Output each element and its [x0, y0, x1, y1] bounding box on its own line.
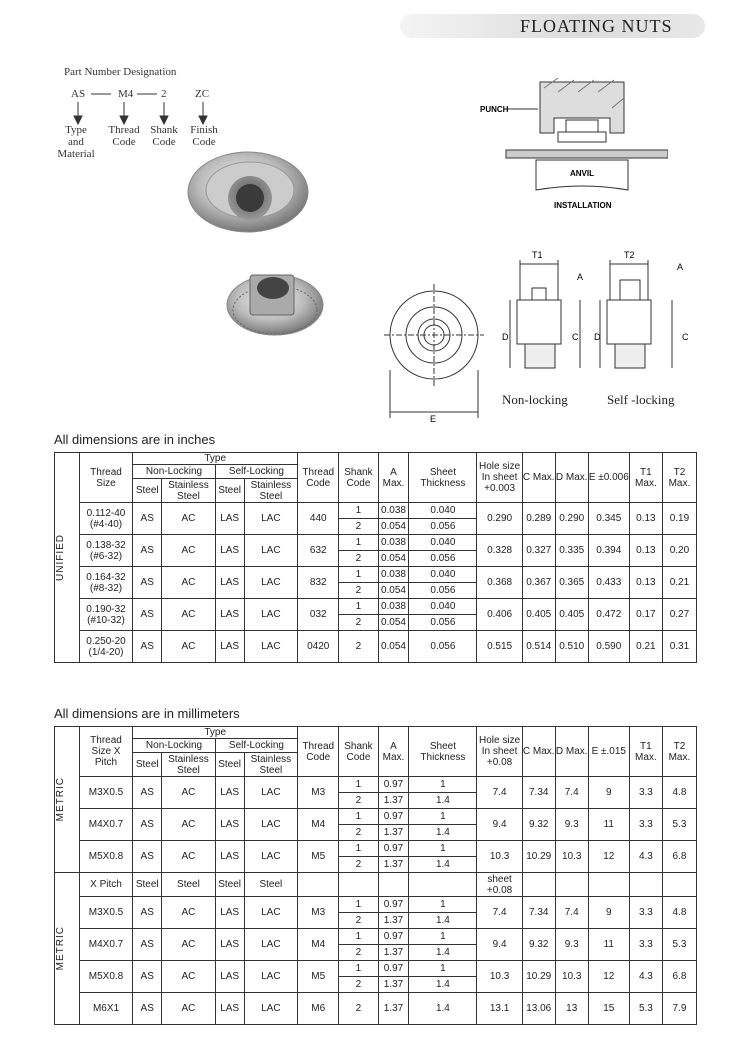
shank-code-cell: 2	[339, 857, 378, 873]
d-max-cell: 0.510	[555, 631, 588, 663]
non-locking-stainless-cell: AC	[162, 841, 216, 873]
hole-size-cell: 13.1	[477, 993, 522, 1025]
dim-a-label: A	[577, 272, 584, 282]
hole-size-cell: 10.3	[477, 961, 522, 993]
dim-a2-label: A	[677, 262, 684, 272]
shank-code-cell: 2	[339, 615, 378, 631]
sheet-thickness-cell: 1.4	[409, 945, 477, 961]
self-locking-steel-cell: LAS	[215, 809, 244, 841]
thread-code-cell: M4	[298, 809, 339, 841]
a-max-cell: 0.038	[378, 503, 409, 519]
header-steel: Steel	[133, 753, 162, 777]
sheet-thickness-cell: 0.056	[409, 615, 477, 631]
hole-size-cell: 0.406	[477, 599, 522, 631]
non-locking-steel-cell: AS	[133, 599, 162, 631]
header-type: Type	[133, 727, 298, 739]
dim-t1-label: T1	[532, 250, 543, 260]
sheet-thickness-cell: 0.040	[409, 535, 477, 551]
self-locking-steel-cell: LAS	[215, 567, 244, 599]
sheet-thickness-cell: 1.4	[409, 857, 477, 873]
non-locking-stainless-cell: AC	[162, 929, 216, 961]
header-thread-code: Thread Code	[298, 727, 339, 777]
sheet-thickness-cell: 1.4	[409, 793, 477, 809]
sheet-thickness-cell: 1.4	[409, 977, 477, 993]
overlap-empty	[555, 873, 588, 897]
shank-code-cell: 2	[339, 945, 378, 961]
c-max-cell: 13.06	[522, 993, 555, 1025]
e-cell: 9	[588, 777, 629, 809]
c-max-cell: 0.289	[522, 503, 555, 535]
installation-label: INSTALLATION	[554, 201, 612, 210]
shank-code-cell: 1	[339, 961, 378, 977]
a-max-cell: 0.054	[378, 631, 409, 663]
t2-max-cell: 6.8	[662, 961, 696, 993]
thread-code-cell: 440	[298, 503, 339, 535]
e-cell: 9	[588, 897, 629, 929]
header-t1: T1 Max.	[629, 453, 662, 503]
c-max-cell: 0.327	[522, 535, 555, 567]
overlap-steel: Steel	[133, 873, 162, 897]
thread-size-cell: M5X0.8	[79, 961, 133, 993]
header-t2: T2 Max.	[662, 453, 696, 503]
header-steel: Steel	[215, 753, 244, 777]
header-stainless: Stainless Steel	[244, 753, 298, 777]
t1-max-cell: 3.3	[629, 897, 662, 929]
group-label: UNIFIED	[55, 534, 66, 581]
e-cell: 12	[588, 841, 629, 873]
sheet-thickness-cell: 1.4	[409, 825, 477, 841]
group-label-cell-2	[55, 873, 80, 1025]
e-cell: 0.590	[588, 631, 629, 663]
thread-code-cell: M5	[298, 841, 339, 873]
non-locking-steel-cell: AS	[133, 567, 162, 599]
c-max-cell: 10.29	[522, 841, 555, 873]
non-locking-steel-cell: AS	[133, 631, 162, 663]
d-max-cell: 0.405	[555, 599, 588, 631]
dim-c2-label: C	[682, 332, 689, 342]
non-locking-stainless-cell: AC	[162, 809, 216, 841]
non-locking-stainless-cell: AC	[162, 993, 216, 1025]
thread-size-cell: 0.138-32 (#6-32)	[79, 535, 133, 567]
shank-code-cell: 1	[339, 535, 378, 551]
t2-max-cell: 4.8	[662, 777, 696, 809]
header-hole: Hole size In sheet +0.08	[477, 727, 522, 777]
self-locking-caption: Self -locking	[607, 392, 675, 407]
c-max-cell: 10.29	[522, 961, 555, 993]
a-max-cell: 0.97	[378, 897, 409, 913]
t2-max-cell: 0.31	[662, 631, 696, 663]
header-d: D Max.	[555, 727, 588, 777]
non-locking-steel-cell: AS	[133, 897, 162, 929]
c-max-cell: 9.32	[522, 809, 555, 841]
header-steel: Steel	[133, 479, 162, 503]
overlap-empty	[339, 873, 378, 897]
d-max-cell: 0.290	[555, 503, 588, 535]
non-locking-stainless-cell: AC	[162, 503, 216, 535]
t1-max-cell: 3.3	[629, 809, 662, 841]
self-locking-stainless-cell: LAC	[244, 897, 298, 929]
self-locking-stainless-cell: LAC	[244, 777, 298, 809]
shank-code-cell: 2	[339, 993, 378, 1025]
non-locking-caption: Non-locking	[502, 392, 568, 407]
d-max-cell: 10.3	[555, 961, 588, 993]
a-max-cell: 1.37	[378, 977, 409, 993]
non-locking-stainless-cell: AC	[162, 599, 216, 631]
mm-spec-table	[54, 726, 697, 1025]
self-locking-steel-cell: LAS	[215, 599, 244, 631]
a-max-cell: 0.038	[378, 599, 409, 615]
shank-code-cell: 1	[339, 929, 378, 945]
header-a: A Max.	[378, 453, 409, 503]
header-stainless: Stainless Steel	[162, 479, 216, 503]
thread-size-cell: M3X0.5	[79, 777, 133, 809]
thread-code-cell: 632	[298, 535, 339, 567]
hole-size-cell: 9.4	[477, 809, 522, 841]
t1-max-cell: 0.21	[629, 631, 662, 663]
self-locking-steel-cell: LAS	[215, 631, 244, 663]
shank-code-cell: 1	[339, 503, 378, 519]
code-type: AS	[71, 88, 86, 100]
hole-size-cell: 10.3	[477, 841, 522, 873]
group-label-cell	[55, 453, 80, 663]
overlap-empty	[409, 873, 477, 897]
designation-arrows	[54, 66, 224, 126]
a-max-cell: 0.97	[378, 809, 409, 825]
hole-size-cell: 7.4	[477, 777, 522, 809]
self-locking-stainless-cell: LAC	[244, 809, 298, 841]
header-sheet: Sheet Thickness	[409, 453, 477, 503]
header-shank-code: Shank Code	[339, 453, 378, 503]
d-max-cell: 13	[555, 993, 588, 1025]
thread-code-cell: M3	[298, 897, 339, 929]
label-finish-code: Finish Code	[190, 124, 218, 148]
c-max-cell: 7.34	[522, 897, 555, 929]
sheet-thickness-cell: 0.040	[409, 599, 477, 615]
shank-code-cell: 2	[339, 793, 378, 809]
t1-max-cell: 0.13	[629, 567, 662, 599]
inch-section-label: All dimensions are in inches	[54, 432, 216, 447]
header-d: D Max.	[555, 453, 588, 503]
sheet-thickness-cell: 0.056	[409, 519, 477, 535]
thread-size-cell: M3X0.5	[79, 897, 133, 929]
e-cell: 0.433	[588, 567, 629, 599]
self-locking-steel-cell: LAS	[215, 503, 244, 535]
header-stainless: Stainless Steel	[244, 479, 298, 503]
sheet-thickness-cell: 1.4	[409, 993, 477, 1025]
d-max-cell: 9.3	[555, 929, 588, 961]
e-cell: 0.345	[588, 503, 629, 535]
header-thread-code: Thread Code	[298, 453, 339, 503]
sheet-thickness-cell: 1	[409, 897, 477, 913]
sheet-thickness-cell: 0.056	[409, 551, 477, 567]
header-non-locking: Non-Locking	[133, 465, 215, 479]
overlap-empty	[629, 873, 662, 897]
overlap-pitch: X Pitch	[79, 873, 133, 897]
header-t2: T2 Max.	[662, 727, 696, 777]
header-type: Type	[133, 453, 298, 465]
self-locking-steel-cell: LAS	[215, 993, 244, 1025]
self-locking-steel-cell: LAS	[215, 897, 244, 929]
sheet-thickness-cell: 1	[409, 961, 477, 977]
t2-max-cell: 0.19	[662, 503, 696, 535]
a-max-cell: 0.054	[378, 615, 409, 631]
thread-code-cell: M3	[298, 777, 339, 809]
product-photo	[185, 150, 360, 350]
dim-e-label: E	[430, 414, 437, 424]
shank-code-cell: 2	[339, 519, 378, 535]
self-locking-stainless-cell: LAC	[244, 535, 298, 567]
header-thread-size: Thread Size X Pitch	[79, 727, 133, 777]
c-max-cell: 0.514	[522, 631, 555, 663]
t1-max-cell: 0.17	[629, 599, 662, 631]
sheet-thickness-cell: 0.056	[409, 631, 477, 663]
non-locking-stainless-cell: AC	[162, 961, 216, 993]
overlap-empty	[662, 873, 696, 897]
t1-max-cell: 3.3	[629, 777, 662, 809]
sheet-thickness-cell: 1	[409, 809, 477, 825]
t1-max-cell: 4.3	[629, 961, 662, 993]
e-cell: 12	[588, 961, 629, 993]
mm-section-label: All dimensions are in millimeters	[54, 706, 240, 721]
self-locking-stainless-cell: LAC	[244, 929, 298, 961]
t2-max-cell: 4.8	[662, 897, 696, 929]
label-shank-code: Shank Code	[150, 124, 178, 148]
non-locking-steel-cell: AS	[133, 777, 162, 809]
shank-code-cell: 1	[339, 567, 378, 583]
hole-size-cell: 7.4	[477, 897, 522, 929]
thread-code-cell: M4	[298, 929, 339, 961]
non-locking-steel-cell: AS	[133, 503, 162, 535]
c-max-cell: 0.367	[522, 567, 555, 599]
hole-size-cell: 0.290	[477, 503, 522, 535]
installation-diagram	[478, 78, 668, 218]
label-type-material: Type and Material	[57, 124, 95, 160]
t2-max-cell: 6.8	[662, 841, 696, 873]
sheet-thickness-cell: 1	[409, 777, 477, 793]
thread-size-cell: M4X0.7	[79, 929, 133, 961]
t1-max-cell: 3.3	[629, 929, 662, 961]
d-max-cell: 0.365	[555, 567, 588, 599]
t1-max-cell: 0.13	[629, 535, 662, 567]
shank-code-cell: 2	[339, 551, 378, 567]
non-locking-steel-cell: AS	[133, 993, 162, 1025]
c-max-cell: 0.405	[522, 599, 555, 631]
a-max-cell: 1.37	[378, 993, 409, 1025]
thread-code-cell: 032	[298, 599, 339, 631]
header-self-locking: Self-Locking	[215, 465, 297, 479]
d-max-cell: 10.3	[555, 841, 588, 873]
non-locking-steel-cell: AS	[133, 961, 162, 993]
c-max-cell: 7.34	[522, 777, 555, 809]
a-max-cell: 0.038	[378, 535, 409, 551]
thread-code-cell: M5	[298, 961, 339, 993]
shank-code-cell: 1	[339, 599, 378, 615]
group-label-cell	[55, 727, 80, 873]
non-locking-steel-cell: AS	[133, 809, 162, 841]
non-locking-stainless-cell: AC	[162, 777, 216, 809]
thread-size-cell: 0.112-40 (#4-40)	[79, 503, 133, 535]
self-locking-steel-cell: LAS	[215, 961, 244, 993]
non-locking-stainless-cell: AC	[162, 535, 216, 567]
hole-size-cell: 9.4	[477, 929, 522, 961]
overlap-empty	[378, 873, 409, 897]
t1-max-cell: 5.3	[629, 993, 662, 1025]
self-locking-steel-cell: LAS	[215, 841, 244, 873]
t1-max-cell: 0.13	[629, 503, 662, 535]
header-thread-size: Thread Size	[79, 453, 133, 503]
thread-code-cell: M6	[298, 993, 339, 1025]
label-thread-code: Thread Code	[108, 124, 140, 148]
shank-code-cell: 1	[339, 841, 378, 857]
e-cell: 15	[588, 993, 629, 1025]
punch-label: PUNCH	[480, 105, 509, 114]
header-e: E ±.015	[588, 727, 629, 777]
shank-code-cell: 1	[339, 809, 378, 825]
thread-size-cell: M6X1	[79, 993, 133, 1025]
t2-max-cell: 0.21	[662, 567, 696, 599]
overlap-steel: Steel	[215, 873, 244, 897]
self-locking-steel-cell: LAS	[215, 535, 244, 567]
sheet-thickness-cell: 0.040	[409, 567, 477, 583]
d-max-cell: 7.4	[555, 897, 588, 929]
header-sheet: Sheet Thickness	[409, 727, 477, 777]
header-steel: Steel	[215, 479, 244, 503]
anvil-label: ANVIL	[570, 169, 594, 178]
hole-size-cell: 0.515	[477, 631, 522, 663]
t2-max-cell: 5.3	[662, 929, 696, 961]
inch-spec-table	[54, 452, 697, 663]
header-shank-code: Shank Code	[339, 727, 378, 777]
self-locking-stainless-cell: LAC	[244, 503, 298, 535]
shank-code-cell: 2	[339, 631, 378, 663]
thread-size-cell: M4X0.7	[79, 809, 133, 841]
self-locking-stainless-cell: LAC	[244, 841, 298, 873]
code-thread: M4	[118, 88, 134, 100]
e-cell: 11	[588, 929, 629, 961]
header-t1: T1 Max.	[629, 727, 662, 777]
non-locking-stainless-cell: AC	[162, 567, 216, 599]
non-locking-stainless-cell: AC	[162, 631, 216, 663]
code-finish: ZC	[195, 88, 210, 100]
page-title: FLOATING NUTS	[520, 16, 673, 36]
thread-size-cell: M5X0.8	[79, 841, 133, 873]
code-shank: 2	[161, 88, 167, 100]
a-max-cell: 0.97	[378, 841, 409, 857]
self-locking-stainless-cell: LAC	[244, 631, 298, 663]
overlap-stainless: Steel	[244, 873, 298, 897]
overlap-empty	[522, 873, 555, 897]
c-max-cell: 9.32	[522, 929, 555, 961]
d-max-cell: 9.3	[555, 809, 588, 841]
self-locking-stainless-cell: LAC	[244, 567, 298, 599]
header-self-locking: Self-Locking	[215, 739, 297, 753]
thread-code-cell: 832	[298, 567, 339, 599]
overlap-empty	[298, 873, 339, 897]
group-label: METRIC	[55, 926, 66, 971]
sheet-thickness-cell: 1	[409, 929, 477, 945]
a-max-cell: 0.97	[378, 777, 409, 793]
overlap-empty	[588, 873, 629, 897]
group-label: METRIC	[55, 777, 66, 822]
sheet-thickness-cell: 0.040	[409, 503, 477, 519]
dim-d2-label: D	[594, 332, 601, 342]
dim-t2-label: T2	[624, 250, 635, 260]
sheet-thickness-cell: 1	[409, 841, 477, 857]
e-cell: 0.472	[588, 599, 629, 631]
t2-max-cell: 0.20	[662, 535, 696, 567]
shank-code-cell: 2	[339, 583, 378, 599]
header-c: C Max.	[522, 727, 555, 777]
header-e: E ±0.006	[588, 453, 629, 503]
dim-c-label: C	[572, 332, 579, 342]
e-cell: 0.394	[588, 535, 629, 567]
a-max-cell: 1.37	[378, 825, 409, 841]
header-c: C Max.	[522, 453, 555, 503]
a-max-cell: 0.97	[378, 961, 409, 977]
a-max-cell: 1.37	[378, 857, 409, 873]
a-max-cell: 0.054	[378, 551, 409, 567]
overlap-sheet: sheet +0.08	[477, 873, 522, 897]
shank-code-cell: 1	[339, 777, 378, 793]
sheet-thickness-cell: 1.4	[409, 913, 477, 929]
thread-size-cell: 0.250-20 (1/4-20)	[79, 631, 133, 663]
header-non-locking: Non-Locking	[133, 739, 215, 753]
thread-code-cell: 0420	[298, 631, 339, 663]
hole-size-cell: 0.328	[477, 535, 522, 567]
a-max-cell: 0.038	[378, 567, 409, 583]
thread-size-cell: 0.164-32 (#8-32)	[79, 567, 133, 599]
a-max-cell: 1.37	[378, 913, 409, 929]
shank-code-cell: 2	[339, 825, 378, 841]
a-max-cell: 1.37	[378, 793, 409, 809]
a-max-cell: 0.054	[378, 583, 409, 599]
a-max-cell: 0.97	[378, 929, 409, 945]
non-locking-steel-cell: AS	[133, 535, 162, 567]
self-locking-steel-cell: LAS	[215, 929, 244, 961]
overlap-stainless: Steel	[162, 873, 216, 897]
t1-max-cell: 4.3	[629, 841, 662, 873]
shank-code-cell: 1	[339, 897, 378, 913]
header-a: A Max.	[378, 727, 409, 777]
t2-max-cell: 5.3	[662, 809, 696, 841]
a-max-cell: 0.054	[378, 519, 409, 535]
shank-code-cell: 2	[339, 977, 378, 993]
d-max-cell: 0.335	[555, 535, 588, 567]
dim-d-label: D	[502, 332, 509, 342]
header-stainless: Stainless Steel	[162, 753, 216, 777]
a-max-cell: 1.37	[378, 945, 409, 961]
t2-max-cell: 0.27	[662, 599, 696, 631]
non-locking-stainless-cell: AC	[162, 897, 216, 929]
self-locking-steel-cell: LAS	[215, 777, 244, 809]
sheet-thickness-cell: 0.056	[409, 583, 477, 599]
self-locking-stainless-cell: LAC	[244, 599, 298, 631]
e-cell: 11	[588, 809, 629, 841]
self-locking-stainless-cell: LAC	[244, 993, 298, 1025]
hole-size-cell: 0.368	[477, 567, 522, 599]
d-max-cell: 7.4	[555, 777, 588, 809]
header-hole: Hole size In sheet +0.003	[477, 453, 522, 503]
part-number-heading: Part Number Designation	[64, 66, 177, 78]
self-locking-stainless-cell: LAC	[244, 961, 298, 993]
thread-size-cell: 0.190-32 (#10-32)	[79, 599, 133, 631]
t2-max-cell: 7.9	[662, 993, 696, 1025]
shank-code-cell: 2	[339, 913, 378, 929]
non-locking-steel-cell: AS	[133, 929, 162, 961]
non-locking-steel-cell: AS	[133, 841, 162, 873]
